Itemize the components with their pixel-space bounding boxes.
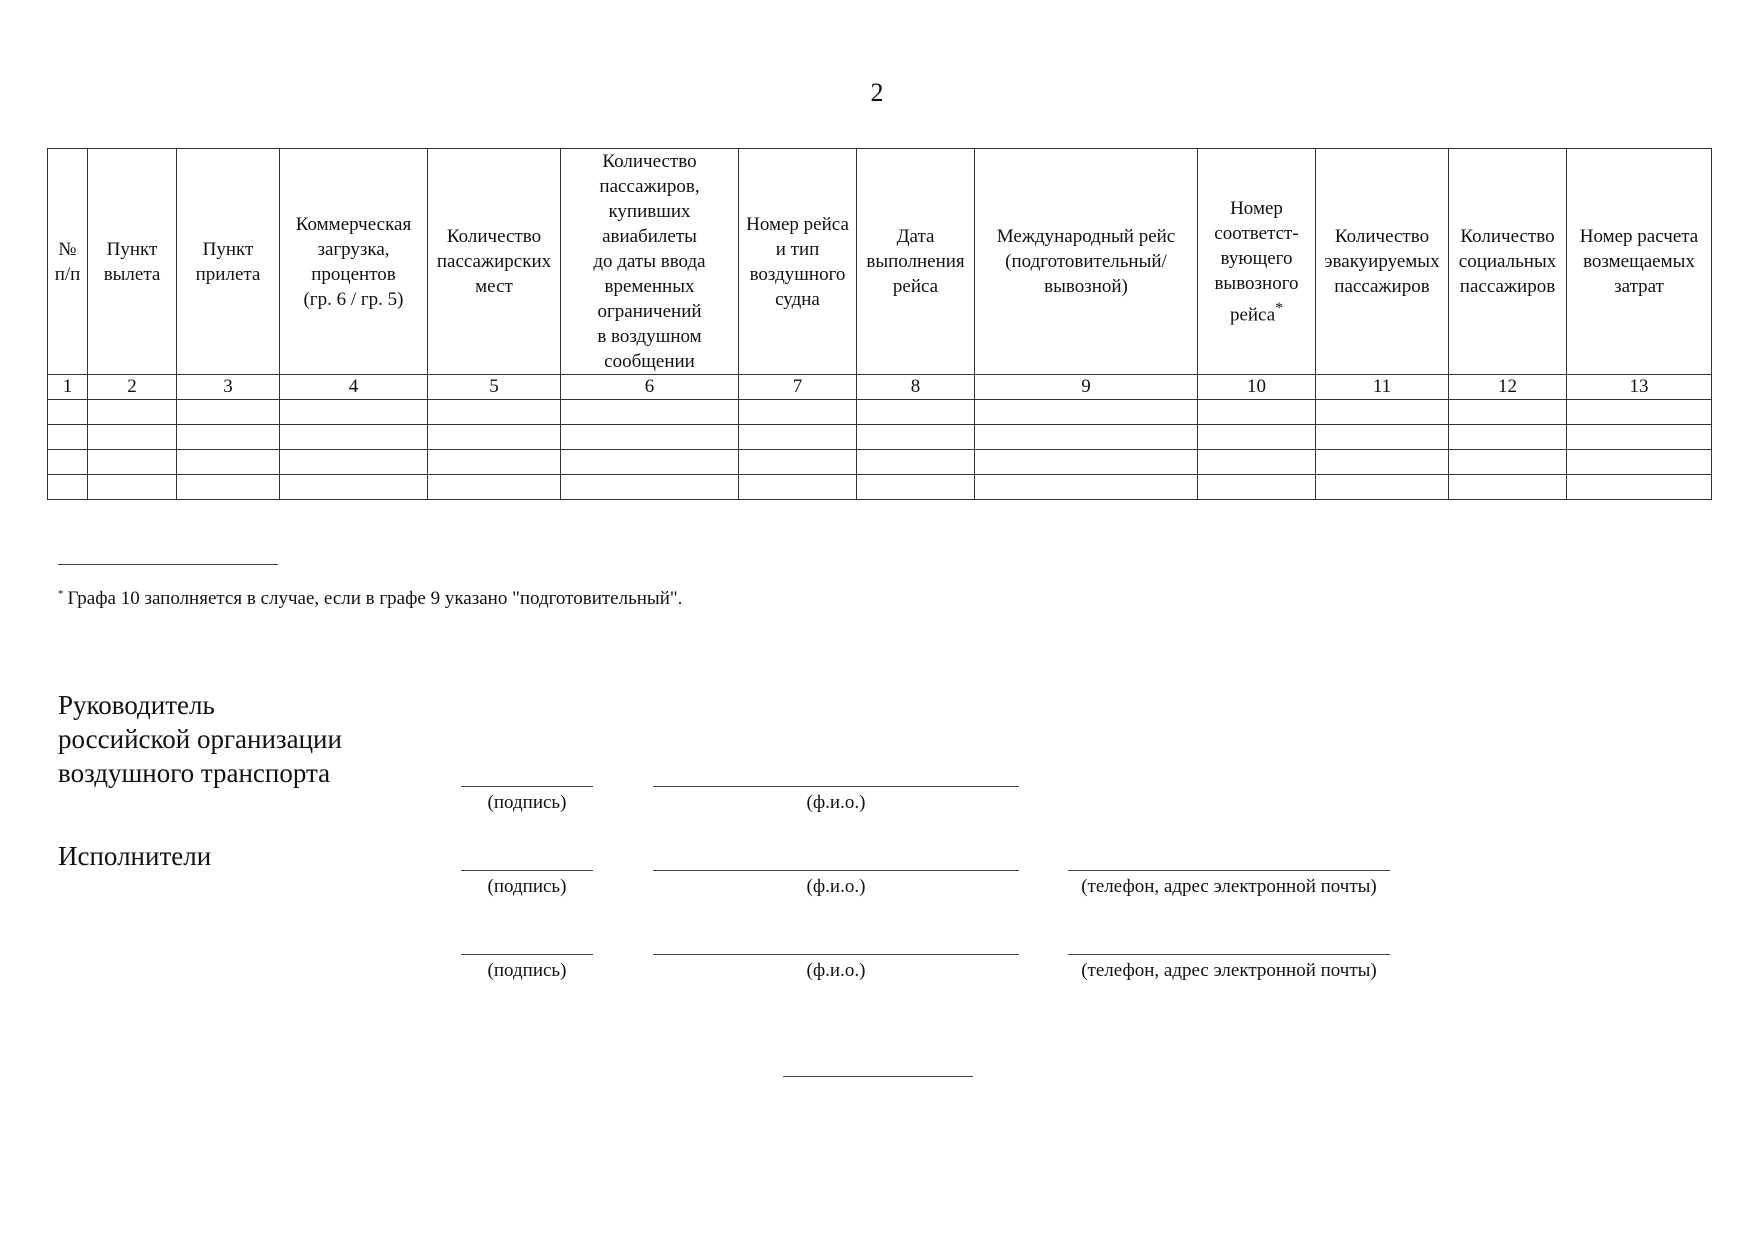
header-cell: Международный рейс (подготовительный/ вывозной) [975, 149, 1198, 375]
performer-1-signature-caption: (подпись) [487, 876, 567, 897]
column-number: 12 [1449, 375, 1567, 400]
header-cell: Номер рейса и тип воздушного судна [739, 149, 857, 375]
column-number: 9 [975, 375, 1198, 400]
column-number: 5 [428, 375, 561, 400]
performer-2-name-caption: (ф.и.о.) [806, 960, 866, 981]
column-number: 2 [88, 375, 177, 400]
column-number: 7 [739, 375, 857, 400]
header-cell: Количество эвакуируемых пассажиров [1316, 149, 1449, 375]
column-number: 13 [1567, 375, 1712, 400]
column-number: 6 [561, 375, 739, 400]
head-label: Руководитель российской организации воздушного транспорта [58, 690, 342, 788]
footnote-separator [58, 564, 278, 565]
footnote-mark: * [58, 588, 64, 600]
table-row [48, 400, 1712, 425]
header-cell: № п/п [48, 149, 88, 375]
column-number: 4 [280, 375, 428, 400]
page-number: 2 [870, 78, 884, 107]
column-number: 8 [857, 375, 975, 400]
performer-2-signature-line [461, 954, 593, 955]
performer-1-contact-caption: (телефон, адрес электронной почты) [1081, 876, 1377, 897]
header-cell: Пункт вылета [88, 149, 177, 375]
footnote [58, 588, 682, 610]
column-number: 11 [1316, 375, 1449, 400]
report-table [47, 148, 1712, 500]
end-separator [783, 1076, 973, 1077]
header-cell: Пункт прилета [177, 149, 280, 375]
head-name-caption: (ф.и.о.) [806, 792, 866, 813]
header-cell: Количество пассажирских мест [428, 149, 561, 375]
column-number: 1 [48, 375, 88, 400]
column-number-row [48, 375, 1712, 400]
column-number: 3 [177, 375, 280, 400]
footnote-mark: * [1275, 299, 1284, 317]
header-cell: Коммерческая загрузка, процентов (гр. 6 / гр. 5) [280, 149, 428, 375]
header-cell: Номер расчета возмещаемых затрат [1567, 149, 1712, 375]
header-cell: Количество социальных пассажиров [1449, 149, 1567, 375]
header-row [48, 149, 1712, 375]
table-row [48, 475, 1712, 500]
table-row [48, 450, 1712, 475]
head-name-line [653, 786, 1019, 787]
column-number: 10 [1198, 375, 1316, 400]
performer-1-name-line [653, 870, 1019, 871]
head-signature-line [461, 786, 593, 787]
performer-2-signature-caption: (подпись) [487, 960, 567, 981]
performer-1-name-caption: (ф.и.о.) [806, 876, 866, 897]
performers-label: Исполнители [58, 841, 212, 871]
performer-1-signature-line [461, 870, 593, 871]
footnote-text: Графа 10 заполняется в случае, если в графе 9 указано "подготовительный". [67, 588, 683, 609]
head-signature-caption: (подпись) [487, 792, 567, 813]
performer-2-contact-line [1068, 954, 1390, 955]
table-row [48, 425, 1712, 450]
header-cell: Количество пассажиров, купивших авиабилеты до даты ввода временных ограничений в воздушном сообщении [561, 149, 739, 375]
header-cell: Дата выполнения рейса [857, 149, 975, 375]
performer-2-name-line [653, 954, 1019, 955]
header-cell: Номер соответст- вующего вывозного рейса* [1198, 149, 1316, 375]
performer-2-contact-caption: (телефон, адрес электронной почты) [1081, 960, 1377, 981]
performer-1-contact-line [1068, 870, 1390, 871]
